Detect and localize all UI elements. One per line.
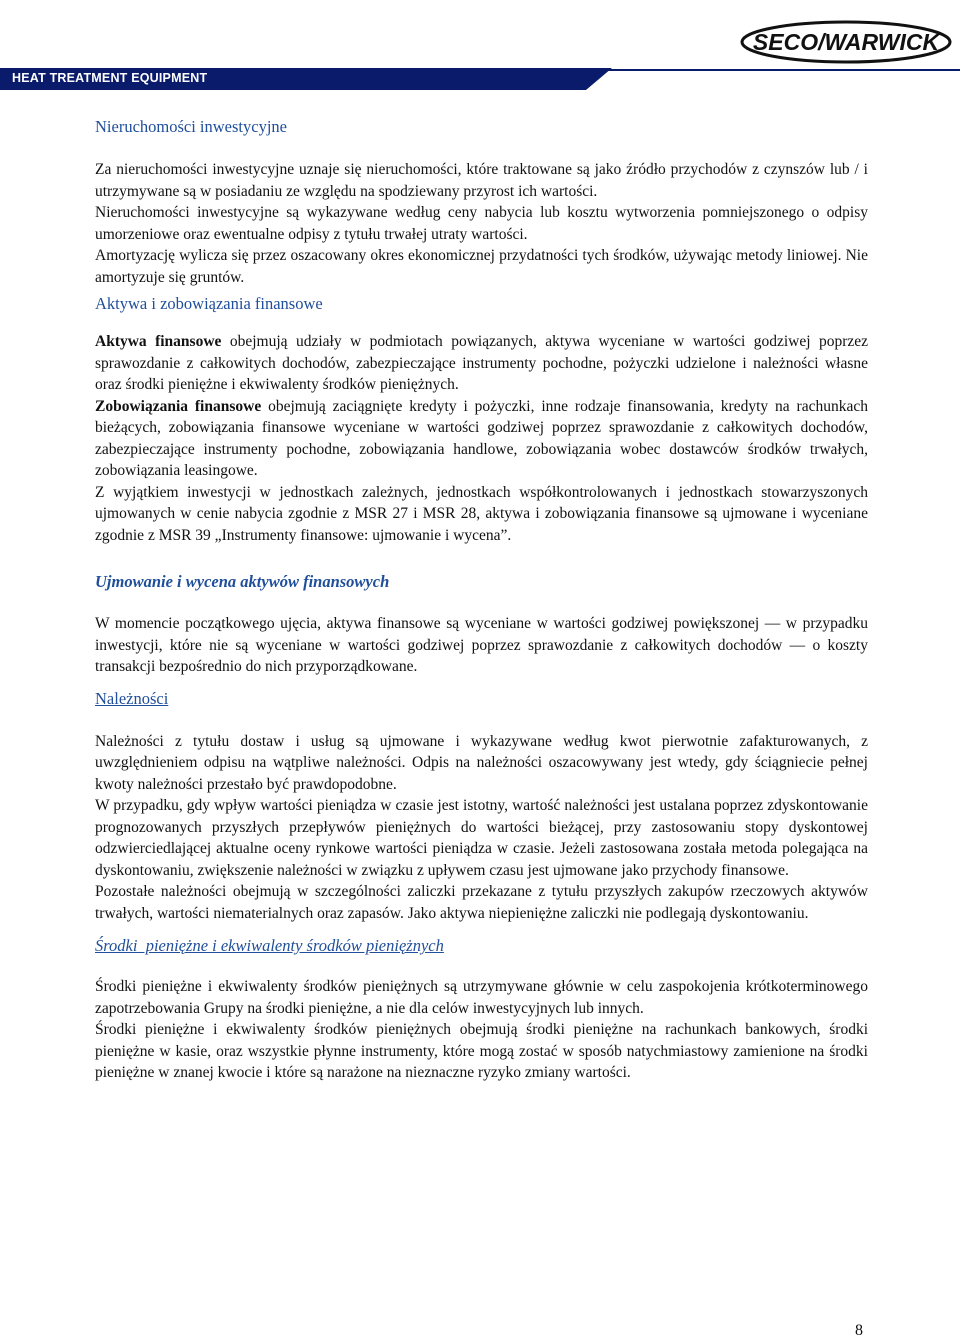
paragraph: Z wyjątkiem inwestycji w jednostkach zależnych, jednostkach współkontrolowanych i jednostkach stowarzyszonych ujmowanych w cenie nabycia zgodnie z MSR 27 i MSR 28, aktywa i zobowiązania finansowe są ujmowane i wyceniane zgodnie z MSR 39 „Instrumenty finansowe: ujmowanie i wycena”. — [95, 483, 868, 544]
paragraph-text: obejmują udziały w podmiotach powiązanych, aktywa wyceniane w wartości godziwej poprzez sprawozdanie z całkowitych dochodów, zabezpieczające instrumenty pochodne, pożyczki udzielone i należności własne oraz środki pieniężne i ekwiwalenty środków pieniężnych. — [95, 333, 869, 393]
paragraph-financial-assets — [95, 331, 868, 396]
heading-cash-equivalents: Środki pieniężne i ekwiwalenty środków pieniężnych — [95, 936, 444, 955]
heading-investment-property: Nieruchomości inwestycyjne — [95, 117, 287, 136]
header-text: HEAT TREATMENT EQUIPMENT — [12, 71, 208, 85]
paragraph: Za nieruchomości inwestycyjne uznaje się nieruchomości, które traktowane są jako źródło przychodów z czynszów lub / i utrzymywane są w posiadaniu ze względu na spodziewany przyrost ich wartości. — [95, 161, 868, 200]
seco-warwick-logo — [738, 16, 954, 68]
paragraph-text: obejmują zaciągnięte kredyty i pożyczki, inne rodzaje finansowania, kredyty na rachunkach bieżących, zobowiązania finansowe wyceniane w wartości godziwej poprzez sprawozdanie z całkowitych dochodów, zabezpieczające instrumenty pochodne, zobowiązania handlowe, zobowiązania wobec dostawców środków trwałych, zobowiązania leasingowe. — [95, 397, 868, 479]
bold-term: Zobowiązania finansowe — [95, 397, 262, 415]
paragraph: Pozostałe należności obejmują w szczególności zaliczki przekazane z tytułu przyszłych zakupów rzeczowych aktywów trwałych, wartości niematerialnych oraz zapasów. Jako aktywa niepieniężne zaliczki nie podlegają dyskontowaniu. — [95, 883, 868, 922]
paragraph: W momencie początkowego ujęcia, aktywa finansowe są wyceniane w wartości godziwej powiększonej — w przypadku inwestycji, które nie są wyceniane w wartości godziwej poprzez sprawozdanie z całkowitych dochodów — o koszty transakcji bezpośrednio do nich przyporządkowane. — [95, 615, 868, 675]
heading-receivables: Należności — [95, 688, 169, 708]
paragraph: Środki pieniężne i ekwiwalenty środków pieniężnych obejmują środki pieniężne na rachunkach bankowych, środki pieniężne w kasie, oraz wszystkie płynne instrumenty, które mogą zostać w sposób natychmiastowy zamienione na środki pieniężne w znanej kwocie i które są narażone na nieznaczne ryzyko zmiany wartości. — [95, 1021, 868, 1081]
heading-recognition-measurement: Ujmowanie i wycena aktywów finansowych — [95, 572, 390, 591]
logo-text: SECO/WARWICK — [752, 29, 940, 55]
heading-financial-assets-liabilities: Aktywa i zobowiązania finansowe — [95, 294, 323, 313]
paragraph: Amortyzację wylicza się przez oszacowany okres ekonomicznej przydatności tych środków, używając metody liniowej. Nie amortyzuje się gruntów. — [95, 247, 868, 286]
paragraph: Środki pieniężne i ekwiwalenty środków pieniężnych są utrzymywane głównie w celu zaspokojenia krótkoterminowego zapotrzebowania Grupy na środki pieniężne, a nie dla celów inwestycyjnych lub innych. — [95, 978, 868, 1017]
bold-term: Aktywa finansowe — [95, 333, 222, 350]
document-body — [95, 116, 868, 1084]
header-bar — [0, 68, 960, 90]
paragraph-financial-liabilities — [95, 396, 868, 482]
paragraph: Nieruchomości inwestycyjne są wykazywane według ceny nabycia lub kosztu wytworzenia pomniejszonego o odpisy umorzeniowe oraz ewentualne odpisy z tytułu trwałej utraty wartości. — [95, 204, 868, 243]
paragraph: Należności z tytułu dostaw i usług są ujmowane i wykazywane według kwot pierwotnie zafakturowanych, z uwzględnieniem odpisu na wątpliwe należności. Odpis na należności oszacowywany jest wtedy, gdy ściągniecie pełnej kwoty należności przestało być prawdopodobne. — [95, 732, 868, 793]
paragraph: W przypadku, gdy wpływ wartości pieniądza w czasie jest istotny, wartość należności jest ustalana poprzez zdyskontowanie prognozowanych przyszłych przepływów pieniężnych do wartości bieżącej, przy zastosowaniu stopy dyskontowej odzwierciedlającej aktualne oceny rynkowe wartości pieniądza w czasie. Jeżeli zastosowana została metoda polegająca na dyskontowaniu, zwiększenie należności w związku z upływem czasu jest ujmowane jako przychody finansowe. — [95, 797, 868, 879]
page-number: 8 — [855, 1322, 863, 1339]
